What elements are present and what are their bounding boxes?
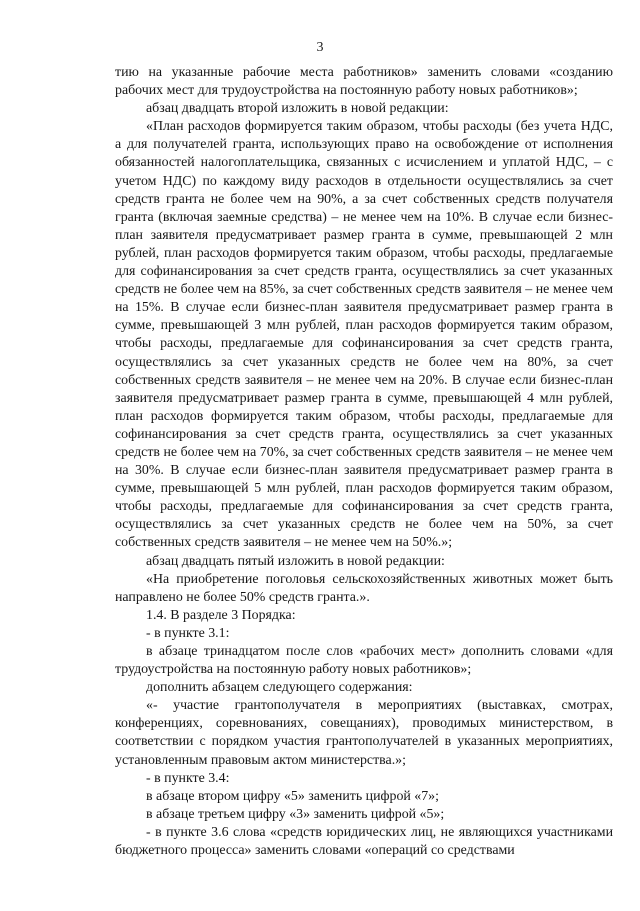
document-body <box>115 64 613 860</box>
paragraph: тию на указанные рабочие места работников» заменить словами «созданию рабочих мест для трудоустройства на постоянную работу новых работников»; <box>115 65 613 99</box>
page-number: 3 <box>316 40 324 55</box>
paragraph: в абзаце третьем цифру «3» заменить цифрой «5»; <box>146 806 445 822</box>
paragraph: - в пункте 3.1: <box>146 625 230 641</box>
paragraph: абзац двадцать пятый изложить в новой редакции: <box>146 553 445 569</box>
paragraph: 1.4. В разделе 3 Порядка: <box>146 607 296 623</box>
paragraph: «План расходов формируется таким образом, чтобы расходы (без учета НДС, а для получателей гранта, использующих право на освобождение от исполнения обязанностей налогоплательщика, связанных с исчислением и уплатой НДС, – с учетом НДС) по каждому виду расходов в отдельности осуществлялись за счет средств гранта не более чем на 90%, а за счет собственных средств получателя гранта (включая заемные средства) – не менее чем на 10%. В случае если бизнес-план заявителя предусматривает размер гранта в сумме, превышающей 2 млн рублей, план расходов формируется таким образом, чтобы расходы, предлагаемые для софинансирования за счет средств гранта, осуществлялись за счет указанных средств не более чем на 85%, за счет собственных средств заявителя – не менее чем на 15%. В случае если бизнес-план заявителя предусматривает размер гранта в сумме, превышающей 3 млн рублей, план расходов формируется таким образом, чтобы расходы, предлагаемые для софинансирования за счет средств гранта, осуществлялись за счет указанных средств не более чем на 80%, за счет собственных средств заявителя – не менее чем на 20%. В случае если бизнес-план заявителя предусматривает размер гранта в сумме, превышающей 4 млн рублей, план расходов формируется таким образом, чтобы расходы, предлагаемые для софинансирования за счет средств гранта, осуществлялись за счет указанных средств не более чем на 70%, за счет собственных средств заявителя – не менее чем на 30%. В случае если бизнес-план заявителя предусматривает размер гранта в сумме, превышающей 5 млн рублей, план расходов формируется таким образом, чтобы расходы, предлагаемые для софинансирования за счет средств гранта, осуществлялись за счет указанных средств не более чем на 50%, за счет собственных средств заявителя – не менее чем на 50%.»; <box>115 119 613 551</box>
paragraph: - в пункте 3.4: <box>146 770 230 786</box>
paragraph: - в пункте 3.6 слова «средств юридических лиц, не являющихся участниками бюджетного процесса» заменить словами «операций со средствами <box>115 824 613 859</box>
paragraph: абзац двадцать второй изложить в новой редакции: <box>146 101 449 117</box>
paragraph: «На приобретение поголовья сельскохозяйственных животных может быть направлено не более 50% средств гранта.». <box>115 571 613 605</box>
paragraph: в абзаце тринадцатом после слов «рабочих мест» дополнить словами «для трудоустройства на постоянную работу новых работников»; <box>115 644 613 678</box>
paragraph: дополнить абзацем следующего содержания: <box>146 680 413 696</box>
paragraph: «- участие грантополучателя в мероприятиях (выставках, смотрах, конференциях, соревнованиях, совещаниях), проводимых министерством, в соответствии с порядком участия грантополучателей в указанных мероприятиях, установленным правовым актом министерства.»; <box>115 698 613 768</box>
paragraph: в абзаце втором цифру «5» заменить цифрой «7»; <box>146 788 439 804</box>
